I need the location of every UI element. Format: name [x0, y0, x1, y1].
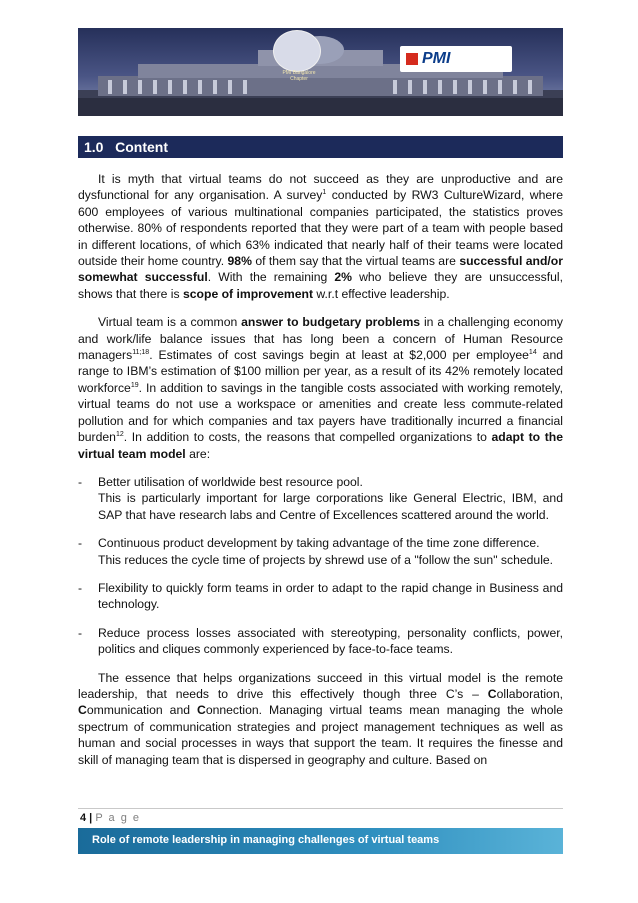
list-item: - Better utilisation of worldwide best resource pool. This is particularly important for large corporations like General Electric, IBM, and SAP that have research labs and Centre of Excellences scattered around the world.: [78, 474, 563, 522]
pmi-logo-mark-icon: [406, 53, 418, 65]
paragraph-three-cs: The essence that helps organizations succeed in this virtual model is the remote leadership, that needs to drive this effectively though three C’s – Collaboration, Communication and Connection. Managing virtual teams mean managing the whole spectrum of communication strategies and project management techniques as well as human and social processes in ways that support the team. It requires the finesse and skill of managing team that is dispersed in geography and culture. Based on: [78, 670, 563, 767]
paragraph-survey: It is myth that virtual teams do not succeed as they are unproductive and are dysfunctional for any organisation. A survey$^1$ conducted by RW3 CultureWizard, where 600 employees of various multinational companies participated, the statistics proves otherwise. 80% of respondents reported that they were part of a team with people based in different locations, of which 63% indicated that nearly half of their teams were located outside their home country. 98% of them say that the virtual teams are successful and/or somewhat successful. With the remaining 2% who believe they are unsuccessful, shows that there is scope of improvement w.r.t effective leadership.: [78, 172, 564, 301]
page-number: 4 | P a g e: [80, 812, 141, 824]
paragraph-budget: Virtual team is a common answer to budgetary problems in a challenging economy and work/life balance issues that has long been a concern of Human Resource managers$^{11;18}$. Estimates of cost savings begin at least at $2,000 per employee$^{14}$ and range to IBM’s estimation of $100 million per year, as a result of its 42% remotely located workforce$^{19}$. In addition to savings in the tangible costs associated with working remotely, virtual teams do not use a workspace or amenities and create less commute-related pollution and for which companies and tax payers have traditionally incurred a financial burden$^{12}$. In addition to costs, the reasons that compelled organizations to adapt to the virtual team model are:: [78, 315, 564, 461]
footer-document-title: Role of remote leadership in managing challenges of virtual teams: [92, 834, 440, 846]
list-item: - Flexibility to quickly form teams in order to adapt to the rapid change in Business and technology.: [78, 580, 563, 612]
pmi-wordmark: PMI: [422, 50, 451, 67]
list-item: - Reduce process losses associated with stereotyping, personality conflicts, power, politics and cliques commonly experienced by face-to-face teams.: [78, 625, 563, 657]
document-body: [78, 171, 563, 780]
pmi-logo: [400, 46, 512, 72]
chapter-logo-caption: PMI Bangalore Chapter: [282, 70, 316, 82]
reasons-list: [78, 474, 563, 658]
section-title: 1.0 Content: [84, 139, 169, 155]
header-banner: [78, 28, 563, 116]
pmi-chapter-logo: [273, 30, 321, 72]
list-item: - Continuous product development by taking advantage of the time zone difference. This reduces the cycle time of projects by shrewd use of a "follow the sun" schedule.: [78, 536, 554, 567]
footer-divider: [78, 808, 563, 809]
